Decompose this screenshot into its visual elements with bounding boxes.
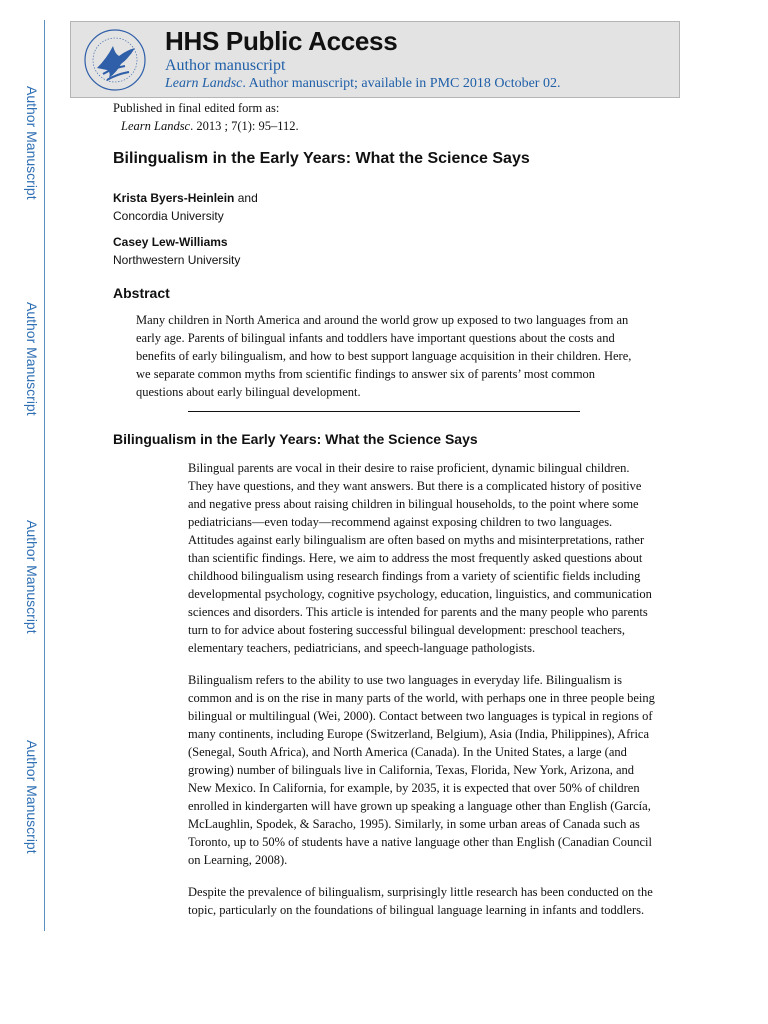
author-affiliation: Concordia University	[113, 209, 224, 223]
published-label: Published in final edited form as:	[113, 101, 280, 115]
author-affiliation: Northwestern University	[113, 253, 241, 267]
published-details: . 2013 ; 7(1): 95–112.	[190, 119, 299, 133]
header-citation	[165, 76, 560, 92]
paper-title: Bilingualism in the Early Years: What the Science Says	[113, 150, 530, 167]
author-name[interactable]: Casey Lew-Williams	[113, 235, 228, 249]
author-manuscript-label: Author manuscript	[165, 57, 286, 74]
availability-text: . Author manuscript; available in PMC 2018 October 02.	[242, 76, 561, 91]
author-manuscript-side-label: Author Manuscript	[24, 302, 40, 416]
body-paragraph: Despite the prevalence of bilingualism, surprisingly little research has been conducted on the topic, particularly on the foundations of bilingual language learning in infants and toddlers.	[188, 885, 653, 917]
published-info	[113, 99, 299, 135]
published-reference	[113, 117, 299, 135]
body-paragraph: Bilingualism refers to the ability to use two languages in everyday life. Bilingualism is common and is on the rise in many parts of the world, with perhaps one in three people being bilingual or multilingual (Wei, 2000). Contact between two languages is typical in regions of many continents, including Europe (Switzerland, Belgium), Asia (India, Philippines), Africa (Senegal, South Africa), and North America (Canada). In the United States, a large (and growing) number of bilinguals live in California, Texas, Florida, New York, Arizona, and New Mexico. In California, for example, by 2035, it is expected that over 50% of children enrolled in kindergarten will have grown up speaking a language other than English (García, McLaughlin, Spodek, & Saracho, 1995). Similarly, in some urban areas of Canada such as Toronto, up to 50% of students have a native language other than English (Canadian Council on Learning, 2008).	[188, 673, 655, 867]
author-conjunction: and	[234, 191, 258, 205]
author-name[interactable]: Krista Byers-Heinlein	[113, 191, 235, 205]
published-journal: Learn Landsc	[121, 119, 191, 133]
author-manuscript-side-label: Author Manuscript	[24, 86, 40, 200]
journal-name-link[interactable]: Learn Landsc	[165, 76, 243, 91]
body-paragraph: Bilingual parents are vocal in their desire to raise proficient, dynamic bilingual children. They have questions, and they want answers. But there is a complicated history of positive and negative press about raising children in bilingual households, to the point where some pediatricians—even today—recommend against exposing children to two languages. Attitudes against early bilingualism are often based on myths and misinterpretations, rather than scientific findings. Here, we aim to address the most frequently asked questions about childhood bilingualism using research findings from a variety of scientific fields including developmental psychology, cognitive psychology, education, linguistics, and communication sciences and disorders. This article is intended for parents and the many people who parents turn to for advice about fostering successful bilingual development: preschool teachers, elementary teachers, pediatricians, and speech-language pathologists.	[188, 461, 652, 655]
margin-rule	[44, 20, 45, 931]
abstract-text: Many children in North America and around the world grow up exposed to two languages from an early age. Parents of bilingual infants and toddlers have important questions about the costs and benefits of early bilingualism, and how to best support language acquisition in their children. Here, we separate common myths from scientific findings to answer six of parents’ most common questions about early bilingual development.	[136, 313, 632, 399]
section-heading: Bilingualism in the Early Years: What the Science Says	[113, 431, 478, 447]
section-divider	[188, 411, 580, 412]
author-manuscript-side-label: Author Manuscript	[24, 740, 40, 854]
hhs-public-access-title: HHS Public Access	[165, 26, 398, 56]
abstract-heading: Abstract	[113, 285, 170, 301]
author-block	[113, 233, 240, 269]
hhs-eagle-seal-icon	[83, 28, 147, 92]
hhs-header-banner	[70, 21, 680, 98]
author-manuscript-side-label: Author Manuscript	[24, 520, 40, 634]
author-block	[113, 189, 258, 225]
